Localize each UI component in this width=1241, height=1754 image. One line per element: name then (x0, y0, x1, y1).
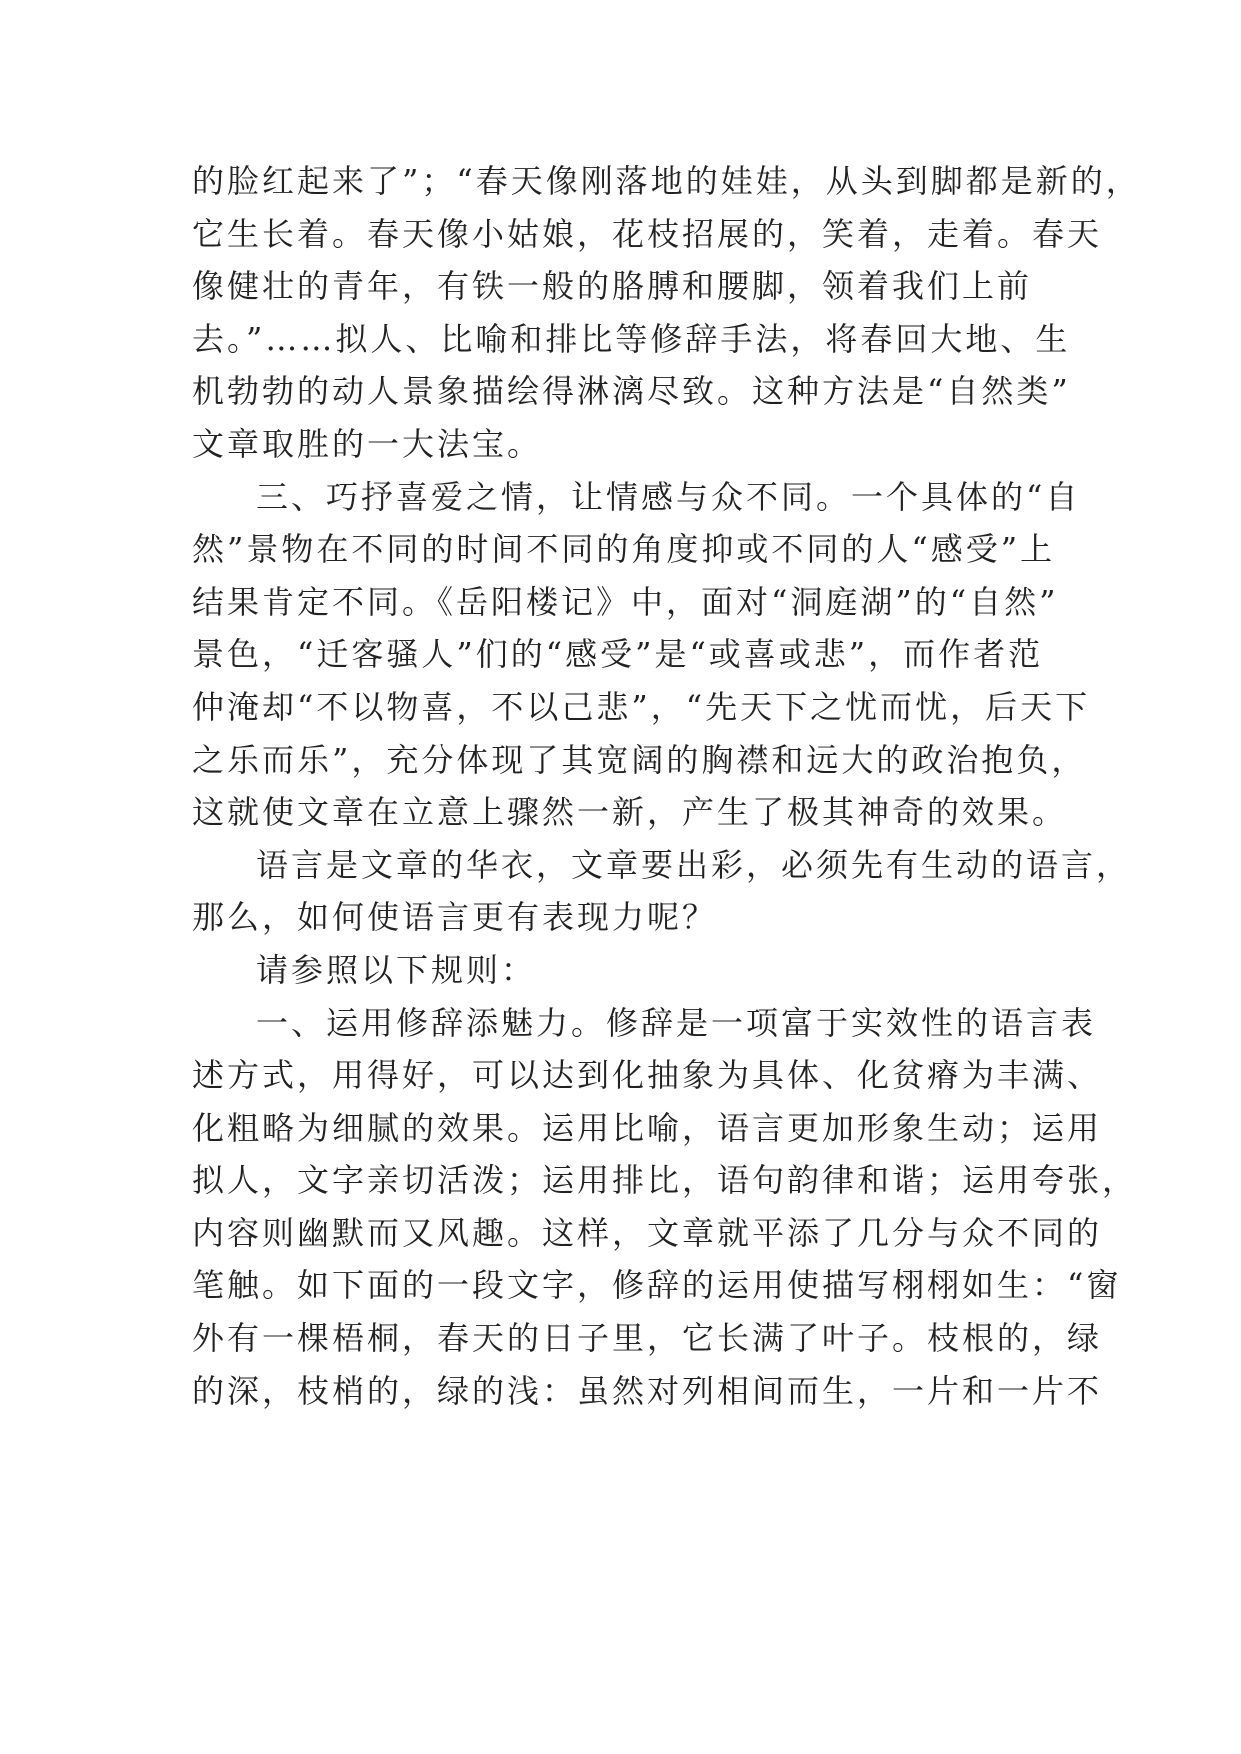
text-line: 外有一棵梧桐，春天的日子里，它长满了叶子。枝根的，绿 (192, 1319, 1103, 1358)
text-line: 拟人，文字亲切活泼；运用排比，语句韵律和谐；运用夸张， (192, 1161, 1138, 1200)
text-line: 一、运用修辞添魅力。修辞是一项富于实效性的语言表 (256, 1003, 1097, 1042)
text-line: 之乐而乐”，充分体现了其宽阔的胸襟和远大的政治抱负， (192, 740, 1087, 779)
text-line: 三、巧抒喜爱之情，让情感与众不同。一个具体的“自 (256, 477, 1081, 516)
text-line: 这就使文章在立意上骤然一新，产生了极其神奇的效果。 (192, 793, 1068, 832)
text-line: 然”景物在不同的时间不同的角度抑或不同的人“感受”上 (192, 530, 1056, 569)
text-line: 机勃勃的动人景象描绘得淋漓尽致。这种方法是“自然类” (192, 372, 1071, 411)
text-line: 去。”……拟人、比喻和排比等修辞手法，将春回大地、生 (192, 319, 1071, 358)
body-text (192, 155, 1141, 1417)
text-line: 请参照以下规则： (256, 950, 537, 989)
text-line: 内容则幽默而又风趣。这样，文章就平添了几分与众不同的 (192, 1213, 1103, 1252)
text-line: 的深，枝梢的，绿的浅：虽然对列相间而生，一片和一片不 (192, 1371, 1103, 1410)
text-line: 仲淹却“不以物喜，不以己悲”，“先天下之忧而忧，后天下 (192, 687, 1091, 726)
text-line: 化粗略为细腻的效果。运用比喻，语言更加形象生动；运用 (192, 1108, 1103, 1147)
text-line: 景色，“迁客骚人”们的“感受”是“或喜或悲”，而作者范 (192, 635, 1044, 674)
text-line: 笔触。如下面的一段文字，修辞的运用使描写栩栩如生：“窗 (192, 1266, 1122, 1305)
text-line: 它生长着。春天像小姑娘，花枝招展的，笑着，走着。春天 (192, 214, 1103, 253)
text-line: 那么，如何使语言更有表现力呢？ (192, 898, 718, 937)
text-line: 像健壮的青年，有铁一般的胳膊和腰脚，领着我们上前 (192, 267, 1033, 306)
text-line: 语言是文章的华衣，文章要出彩，必须先有生动的语言， (256, 845, 1132, 884)
text-line: 文章取胜的一大法宝。 (192, 424, 543, 463)
text-line: 述方式，用得好，可以达到化抽象为具体、化贫瘠为丰满、 (192, 1056, 1103, 1095)
text-line: 结果肯定不同。《岳阳楼记》中，面对“洞庭湖”的“自然” (192, 582, 1059, 621)
text-line: 的脸红起来了”；“春天像刚落地的娃娃，从头到脚都是新的， (192, 162, 1141, 200)
